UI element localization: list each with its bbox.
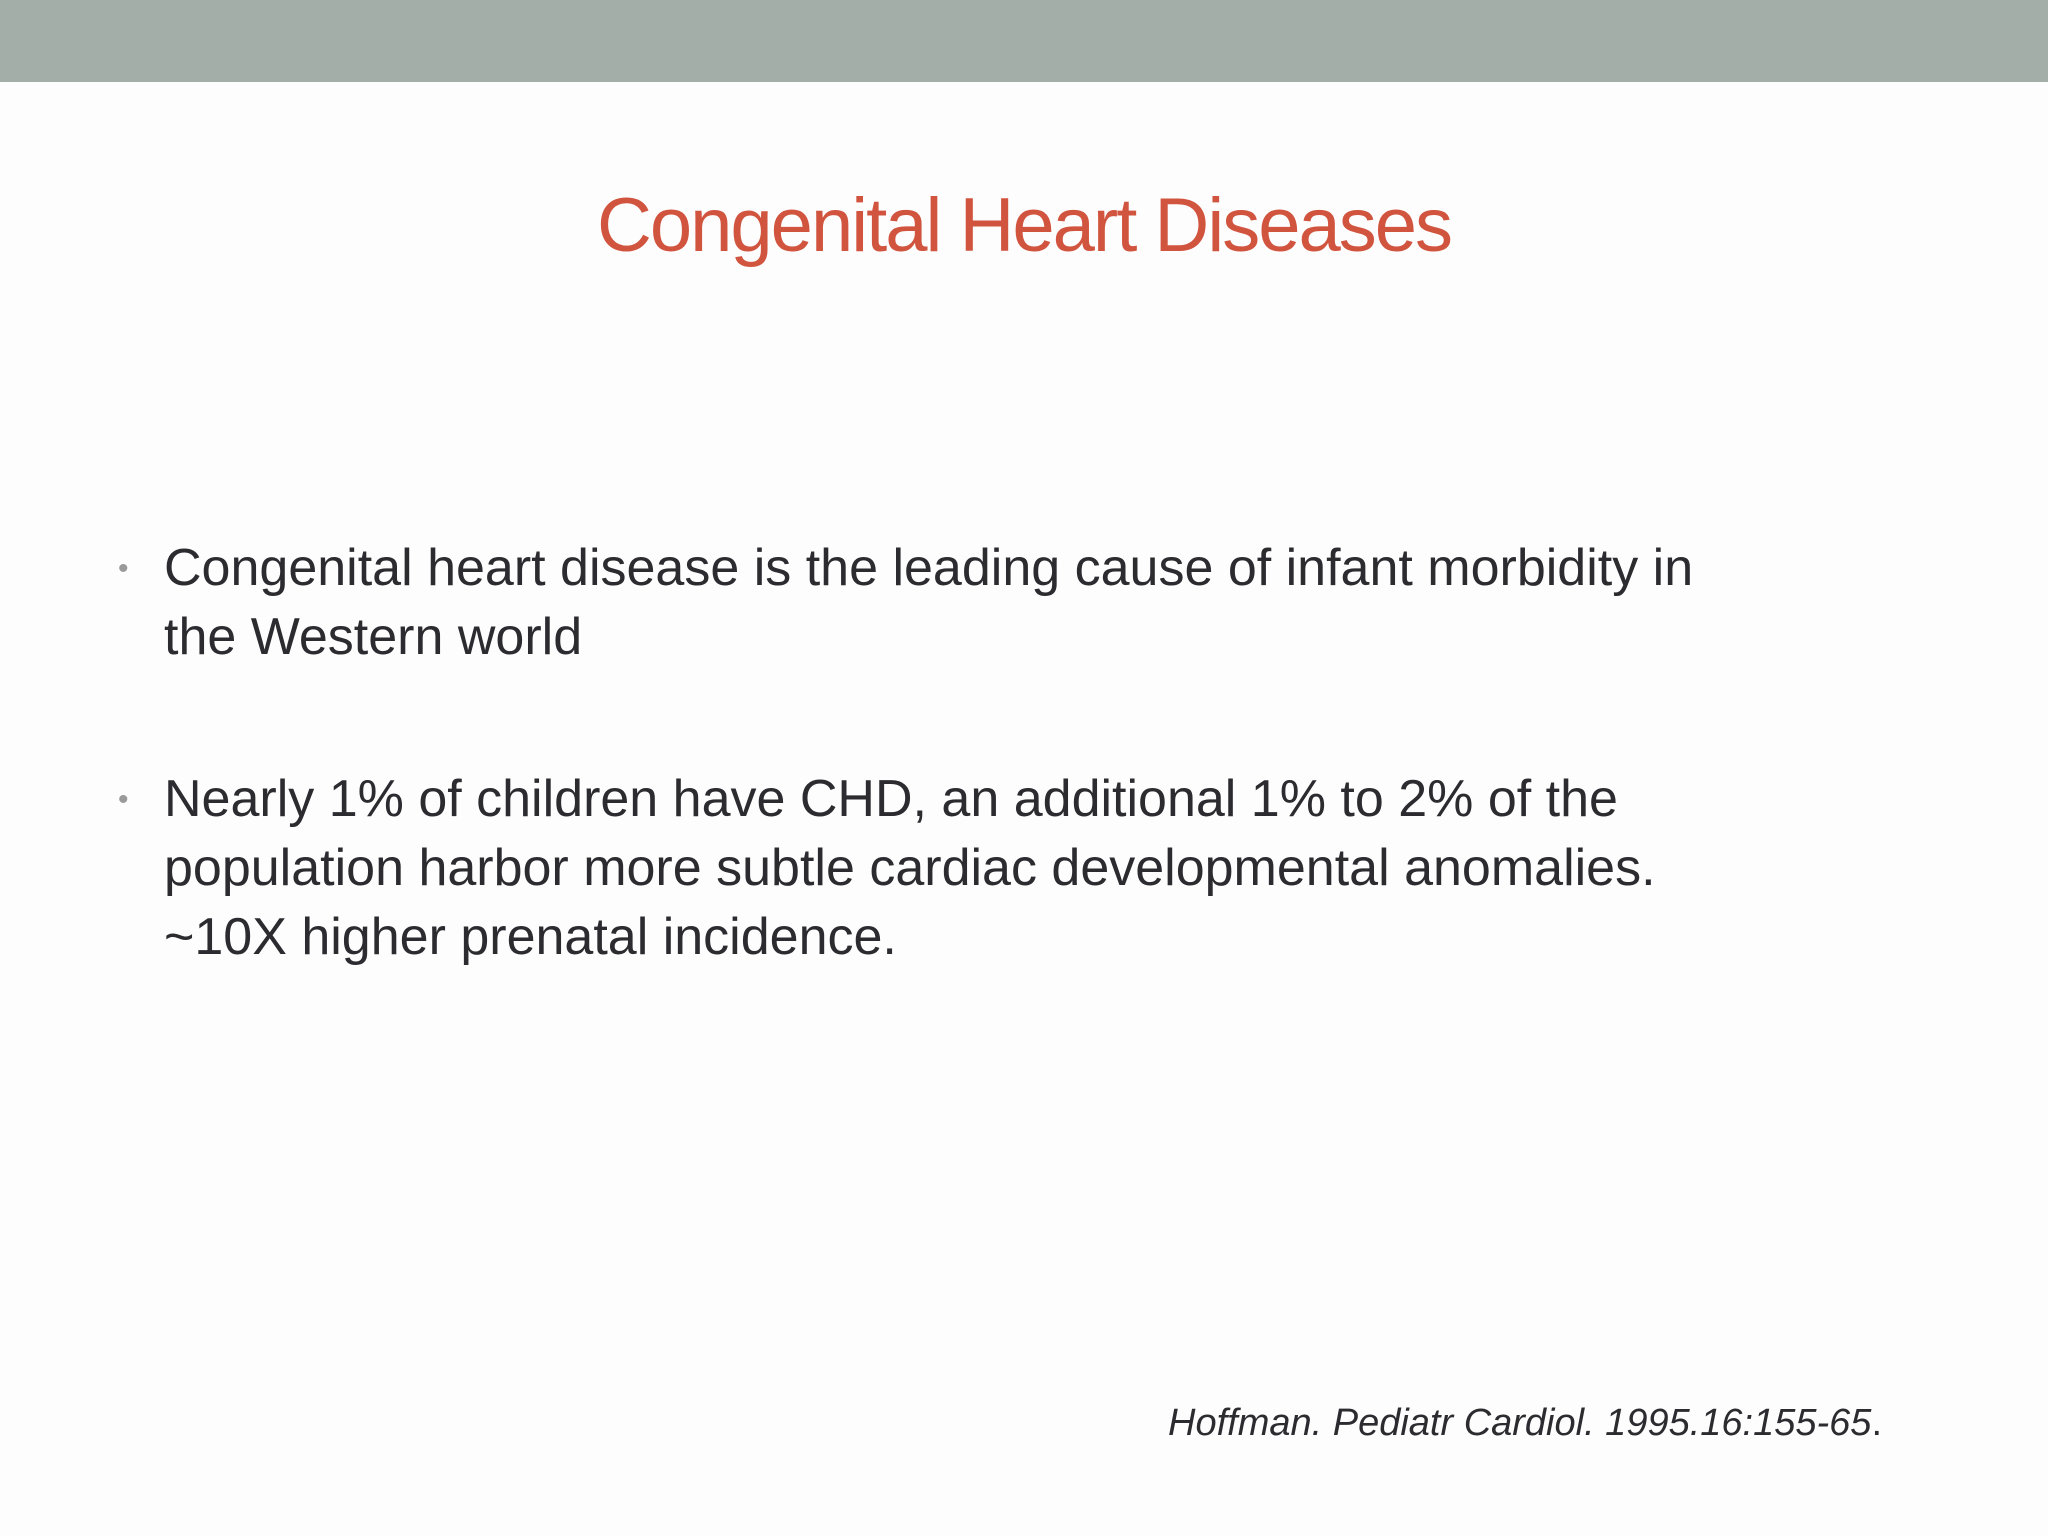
bullet-icon: • bbox=[118, 783, 129, 816]
bullet-line: the Western world bbox=[164, 608, 583, 666]
bullet-icon: • bbox=[118, 552, 129, 585]
bullet-line: Congenital heart disease is the leading cause of infant morbidity in bbox=[164, 539, 1694, 597]
bullet-line: population harbor more subtle cardiac developmental anomalies. bbox=[164, 839, 1656, 897]
header-band bbox=[0, 0, 2048, 82]
bullet-line: ~10X higher prenatal incidence. bbox=[164, 908, 897, 966]
bullet-item bbox=[118, 765, 1958, 972]
citation-period: . bbox=[1871, 1402, 1882, 1444]
citation bbox=[1168, 1404, 1882, 1442]
citation-text: Hoffman. Pediatr Cardiol. 1995.16:155-65 bbox=[1168, 1402, 1872, 1444]
bullet-line: Nearly 1% of children have CHD, an additional 1% to 2% of the bbox=[164, 770, 1618, 828]
bullet-item bbox=[118, 534, 1958, 672]
slide-title: Congenital Heart Diseases bbox=[596, 183, 1452, 268]
bullet-list bbox=[118, 534, 1958, 972]
